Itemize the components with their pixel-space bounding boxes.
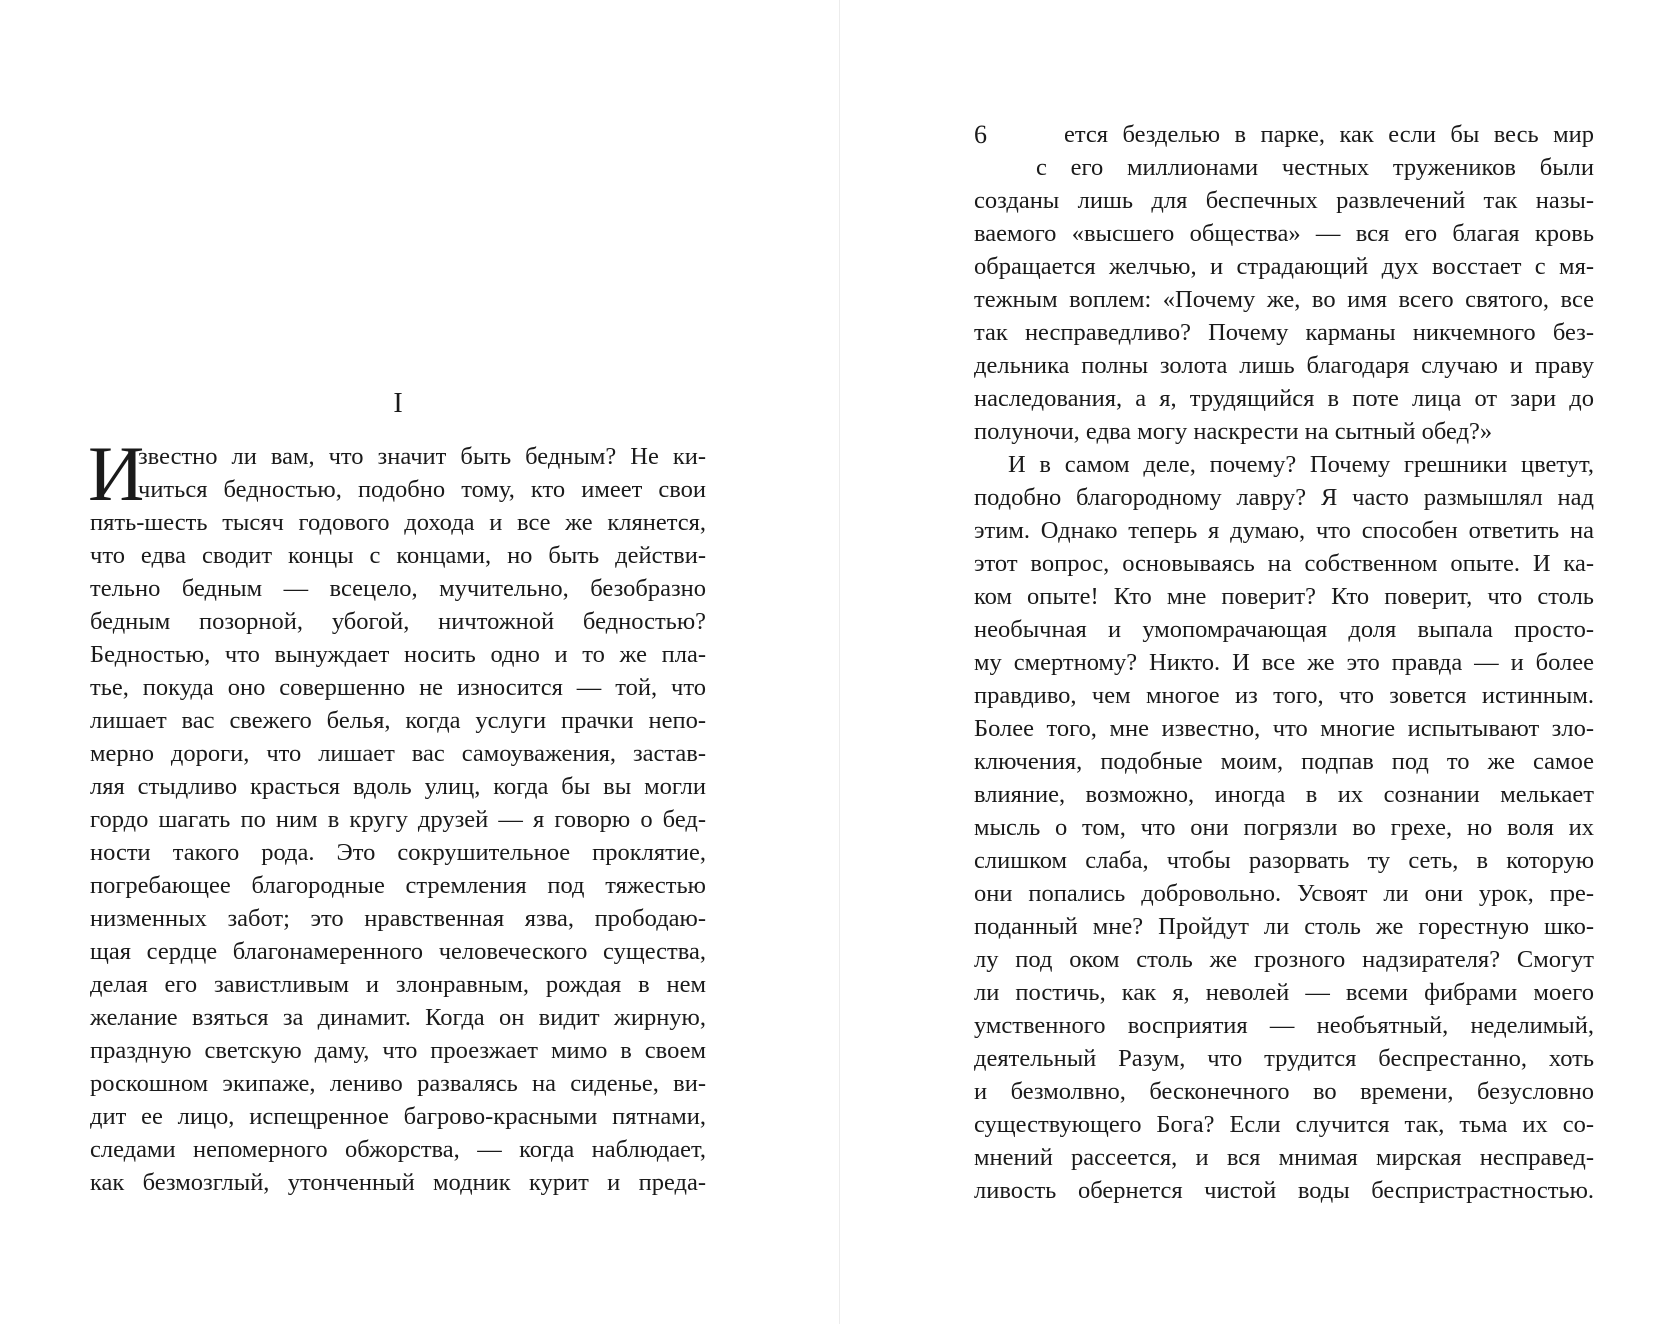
text-line: и безмолвно, бесконечного во времени, безусловно [974,1078,1594,1105]
text-line: Более того, мне известно, что многие испытывают зло- [974,715,1594,742]
text-line: И в самом деле, почему? Почему грешники цветут, [1008,451,1594,478]
text-line: умственного восприятия — необъятный, неделимый, [974,1012,1594,1039]
chapter-number: I [393,388,403,419]
text-line: лу под оком столь же грозного надзирателя? Смогут [974,946,1594,973]
text-line: дит ее лицо, испещренное багрово-красными пятнами, [90,1103,706,1130]
continued-paragraph [974,118,1594,448]
text-line: тежным воплем: «Почему же, во имя всего святого, все [974,286,1594,313]
text-line: этим. Однако теперь я думаю, что способен ответить на [974,517,1594,544]
text-line: погребающее благородные стремления под тяжестью [90,872,706,899]
text-line: ваемого «высшего общества» — вся его благая кровь [974,220,1594,247]
text-line: низменных забот; это нравственная язва, прободаю- [90,905,706,932]
text-line: необычная и умопомрачающая доля выпала просто- [974,616,1594,643]
text-line: мнений рассеется, и вся мнимая мирская несправед- [974,1144,1594,1171]
text-line: желание взяться за динамит. Когда он видит жирную, [90,1004,706,1031]
page-number: 6 [974,120,987,149]
text-line: ется безделью в парке, как если бы весь мир [1064,121,1594,148]
text-line: му смертному? Никто. И все же это правда — и более [974,649,1594,676]
second-paragraph [974,448,1594,1207]
text-line: ключения, подобные моим, подпав под то же самое [974,748,1594,775]
text-line: Бедностью, что вынуждает носить одно и то же пла- [90,641,706,668]
text-line: слишком слаба, чтобы разорвать ту сеть, в которую [974,847,1594,874]
text-line: они попались добровольно. Усвоят ли они урок, пре- [974,880,1594,907]
drop-cap: И [88,430,145,517]
text-line: читься бедностью, подобно тому, кто имеет свои [138,476,706,503]
text-line: этот вопрос, основываясь на собственном опыте. И ка- [974,550,1594,577]
text-line: влияние, возможно, иногда в их сознании мелькает [974,781,1594,808]
text-line: ляя стыдливо красться вдоль улиц, когда бы вы могли [90,773,706,800]
text-line: тельно бедным — всецело, мучительно, безобразно [90,575,706,602]
text-line: мысль о том, что они погрязли во грехе, но воля их [974,814,1594,841]
text-line: ности такого рода. Это сокрушительное проклятие, [90,839,706,866]
text-line: делая его завистливым и злонравным, рождая в нем [90,971,706,998]
text-line: с его миллионами честных тружеников были [1036,154,1594,181]
text-line: звестно ли вам, что значит быть бедным? Не ки- [138,443,706,470]
text-line: наследования, а я, трудящийся в поте лица от зари до [974,385,1594,412]
text-line: дельника полны золота лишь благодаря случаю и праву [974,352,1594,379]
text-line: щая сердце благонамеренного человеческого существа, [90,938,706,965]
text-line: полуночи, едва могу наскрести на сытный обед?» [974,418,1493,445]
text-line: обращается желчью, и страдающий дух восстает с мя- [974,253,1594,280]
text-line: так несправедливо? Почему карманы никчемного без- [974,319,1594,346]
text-line: существующего Бога? Если случится так, тьма их со- [974,1111,1594,1138]
text-line: подобно благородному лавру? Я часто размышлял над [974,484,1594,511]
text-line: что едва сводит концы с концами, но быть действи- [90,542,706,569]
text-line: лишает вас свежего белья, когда услуги прачки непо- [90,707,706,734]
left-text-column [88,430,706,1199]
right-page [840,0,1676,1324]
text-line: ком опыте! Кто мне поверит? Кто поверит, что столь [974,583,1594,610]
text-line: мерно дороги, что лишает вас самоуважения, застав- [90,740,706,767]
text-line: деятельный Разум, что трудится беспрестанно, хоть [974,1045,1594,1072]
text-line: правдиво, чем многое из того, что зовется истинным. [974,682,1594,709]
text-line: гордо шагать по ним в кругу друзей — я говорю о бед- [90,806,706,833]
opening-paragraph [88,430,706,1199]
right-text-column [974,118,1594,1207]
text-line: праздную светскую даму, что проезжает мимо в своем [90,1037,706,1064]
text-line: тье, покуда оно совершенно не износится — той, что [90,674,706,701]
text-line: бедным позорной, убогой, ничтожной бедностью? [90,608,706,635]
text-line: ливость обернется чистой воды беспристрастностью. [974,1177,1594,1204]
text-line: как безмозглый, утонченный модник курит и преда- [90,1169,706,1196]
text-line: следами непомерного обжорства, — когда наблюдает, [90,1136,706,1163]
text-line: пять-шесть тысяч годового дохода и все же клянется, [90,509,706,536]
text-line: роскошном экипаже, лениво развалясь на сиденье, ви- [90,1070,706,1097]
text-line: созданы лишь для беспечных развлечений так назы- [974,187,1594,214]
text-line: ли постичь, как я, неволей — всеми фибрами моего [974,979,1594,1006]
text-line: поданный мне? Пройдут ли столь же горестную шко- [974,913,1594,940]
